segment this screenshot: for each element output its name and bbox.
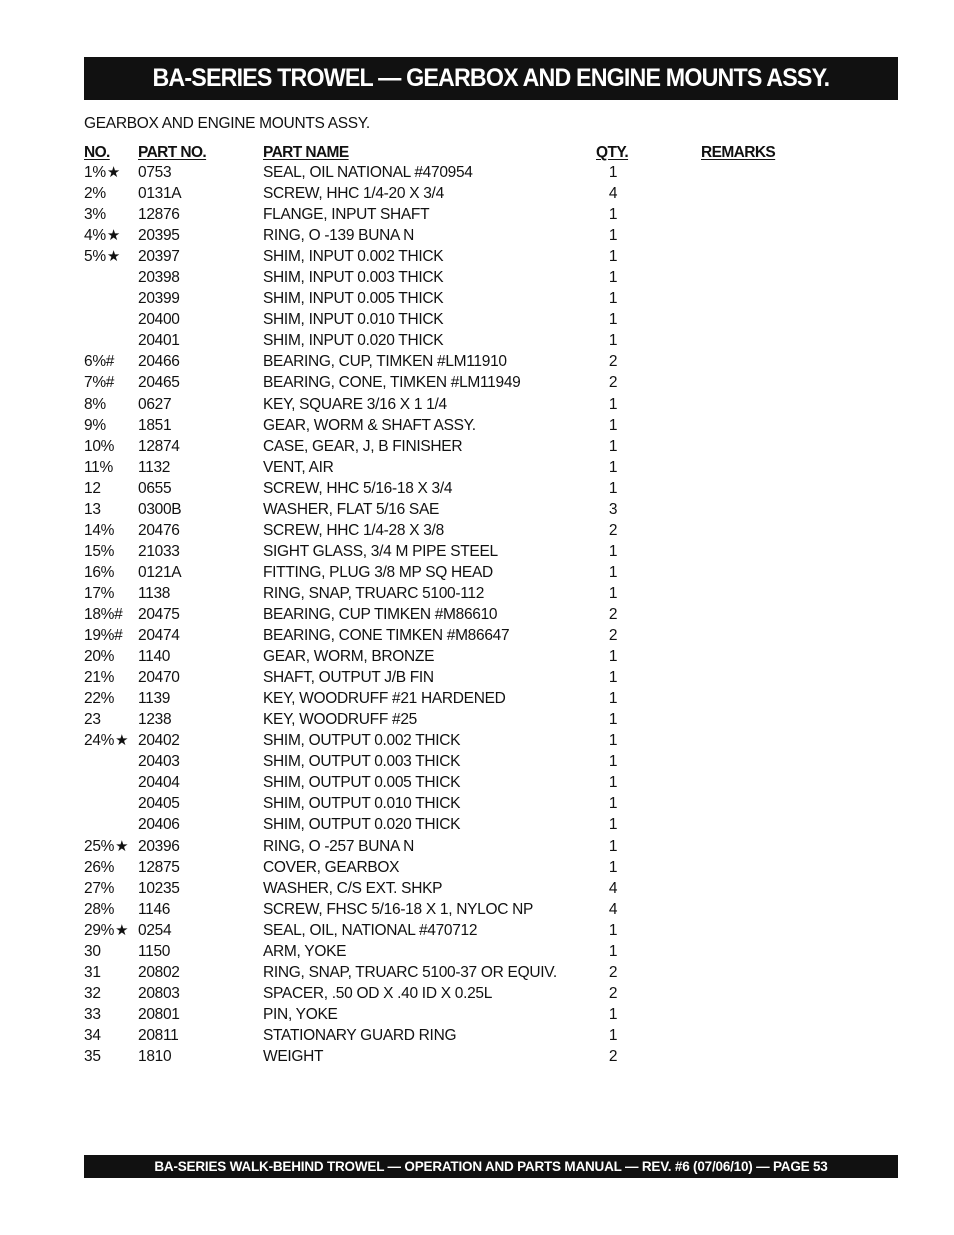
table-row [84, 247, 898, 268]
page-title: BA-SERIES TROWEL — GEARBOX AND ENGINE MOUNTS ASSY. [152, 64, 830, 92]
item-number-text: 8% [84, 395, 106, 413]
item-number [84, 984, 102, 1004]
quantity: 1 [608, 458, 618, 476]
item-number [84, 268, 85, 288]
quantity: 1 [608, 248, 618, 266]
item-number-text: 33 [84, 1005, 101, 1023]
part-number: 12876 [138, 206, 180, 224]
table-row [84, 794, 898, 815]
part-name: BEARING, CUP, TIMKEN #LM11910 [263, 353, 507, 371]
quantity: 1 [608, 921, 618, 939]
part-number: 20466 [138, 353, 180, 371]
item-number [84, 458, 114, 478]
table-row [84, 331, 898, 352]
part-number: 1238 [138, 711, 172, 729]
part-name: SHIM, INPUT 0.010 THICK [263, 311, 444, 329]
table-row [84, 815, 898, 836]
item-number-text: 16% [84, 563, 115, 581]
table-row [84, 563, 898, 584]
item-number-text: 23 [84, 711, 101, 729]
quantity: 1 [608, 416, 618, 434]
part-number: 0753 [138, 164, 172, 181]
item-number [84, 1026, 102, 1046]
item-number-text: 22% [84, 690, 115, 708]
part-name: FITTING, PLUG 3/8 MP SQ HEAD [263, 563, 493, 581]
part-name: SHIM, OUTPUT 0.002 THICK [263, 732, 461, 750]
quantity: 1 [608, 227, 618, 245]
part-number: 1140 [138, 648, 171, 666]
quantity: 1 [608, 437, 618, 455]
part-name: BEARING, CUP TIMKEN #M86610 [263, 605, 498, 623]
part-name: SHAFT, OUTPUT J/B FIN [263, 669, 434, 687]
quantity: 2 [608, 353, 618, 371]
table-row [84, 837, 898, 858]
table-row [84, 500, 898, 521]
part-name: WEIGHT [263, 1047, 324, 1065]
item-number [84, 352, 115, 372]
quantity: 2 [608, 627, 618, 645]
table-row [84, 310, 898, 331]
part-name: WASHER, FLAT 5/16 SAE [263, 500, 440, 518]
page-footer: BA-SERIES WALK-BEHIND TROWEL — OPERATION AND PARTS MANUAL — REV. #6 (07/06/10) — PAGE 53 [154, 1159, 828, 1174]
item-number [84, 373, 115, 393]
star-icon: ★ [115, 837, 129, 855]
part-number: 1138 [138, 584, 171, 602]
item-number-text: 25% [84, 837, 115, 855]
item-number-text: 18%# [84, 605, 123, 623]
part-number: 20405 [138, 795, 180, 813]
quantity: 1 [608, 858, 618, 876]
part-number: 0655 [138, 479, 172, 497]
item-number [84, 837, 128, 857]
page-footer-bar [84, 1155, 898, 1178]
quantity: 2 [608, 984, 618, 1002]
part-name: BEARING, CONE, TIMKEN #LM11949 [263, 374, 521, 392]
column-header-part-no: PART NO. [138, 144, 207, 161]
quantity: 1 [608, 1026, 618, 1044]
table-row [84, 858, 898, 879]
quantity: 1 [608, 837, 618, 855]
table-row [84, 289, 898, 310]
item-number [84, 1005, 102, 1025]
item-number-text: 13 [84, 500, 101, 518]
item-number [84, 752, 85, 772]
item-number [84, 1047, 102, 1067]
table-header-row [84, 143, 898, 163]
item-number-text: 30 [84, 942, 101, 960]
item-number-text: 24% [84, 732, 115, 750]
item-number [84, 815, 85, 835]
table-row [84, 395, 898, 416]
part-number: 20465 [138, 374, 180, 392]
quantity: 2 [608, 963, 618, 981]
part-name: SEAL, OIL NATIONAL #470954 [263, 164, 473, 181]
item-number-text: 10% [84, 437, 115, 455]
page-title-bar [84, 57, 898, 100]
part-number: 1146 [138, 900, 171, 918]
part-name: KEY, SQUARE 3/16 X 1 1/4 [263, 395, 447, 413]
item-number-text: 7%# [84, 374, 115, 392]
part-number: 1810 [138, 1047, 172, 1065]
quantity: 1 [608, 164, 618, 181]
item-number-text: 27% [84, 879, 115, 897]
table-row [84, 942, 898, 963]
table-row [84, 479, 898, 500]
table-row [84, 268, 898, 289]
item-number [84, 647, 115, 667]
quantity: 1 [608, 711, 618, 729]
quantity: 1 [608, 395, 618, 413]
item-number-text: 32 [84, 984, 101, 1002]
quantity: 4 [608, 879, 618, 897]
item-number [84, 163, 120, 183]
quantity: 1 [608, 563, 618, 581]
item-number [84, 942, 102, 962]
table-row [84, 731, 898, 752]
item-number [84, 205, 107, 225]
table-row [84, 521, 898, 542]
part-number: 20811 [138, 1026, 179, 1044]
quantity: 1 [608, 690, 618, 708]
item-number-text: 17% [84, 584, 115, 602]
quantity: 1 [608, 669, 618, 687]
table-row [84, 647, 898, 668]
part-number: 1851 [138, 416, 172, 434]
item-number [84, 921, 128, 941]
part-name: SPACER, .50 OD X .40 ID X 0.25L [263, 984, 493, 1002]
table-row [84, 626, 898, 647]
part-name: SHIM, OUTPUT 0.003 THICK [263, 753, 461, 771]
part-name: SCREW, FHSC 5/16-18 X 1, NYLOC NP [263, 900, 534, 918]
item-number [84, 247, 120, 267]
part-number: 20475 [138, 605, 180, 623]
part-number: 20399 [138, 290, 180, 308]
table-row [84, 184, 898, 205]
table-row [84, 542, 898, 563]
table-row [84, 921, 898, 942]
part-number: 0254 [138, 921, 172, 939]
quantity: 1 [608, 942, 618, 960]
quantity: 1 [608, 479, 618, 497]
part-number: 0121A [138, 563, 182, 581]
part-number: 20803 [138, 984, 180, 1002]
table-row [84, 984, 898, 1005]
item-number [84, 900, 115, 920]
table-row [84, 458, 898, 479]
quantity: 1 [608, 732, 618, 750]
table-row [84, 205, 898, 226]
item-number-text: 15% [84, 542, 115, 560]
table-row [84, 668, 898, 689]
part-number: 20406 [138, 816, 180, 834]
table-row [84, 416, 898, 437]
item-number [84, 605, 123, 625]
column-header-no: NO. [84, 144, 110, 161]
quantity: 1 [608, 753, 618, 771]
part-name: SHIM, OUTPUT 0.020 THICK [263, 816, 461, 834]
part-name: STATIONARY GUARD RING [263, 1026, 457, 1044]
item-number [84, 731, 128, 751]
part-name: KEY, WOODRUFF #25 [263, 711, 417, 729]
quantity: 1 [608, 816, 618, 834]
item-number [84, 563, 115, 583]
item-number-text: 9% [84, 416, 106, 434]
item-number-text: 29% [84, 921, 115, 939]
part-number: 1150 [138, 942, 171, 960]
table-row [84, 963, 898, 984]
item-number [84, 794, 85, 814]
quantity: 4 [608, 185, 618, 203]
item-number [84, 479, 102, 499]
table-row [84, 710, 898, 731]
quantity: 1 [608, 542, 618, 560]
part-name: SHIM, INPUT 0.020 THICK [263, 332, 444, 350]
part-name: SCREW, HHC 5/16-18 X 3/4 [263, 479, 453, 497]
item-number [84, 289, 85, 309]
part-name: ARM, YOKE [263, 942, 347, 960]
column-header-qty: QTY. [596, 144, 629, 161]
item-number [84, 879, 115, 899]
table-row [84, 1005, 898, 1026]
part-number: 20401 [138, 332, 180, 350]
quantity: 1 [608, 332, 618, 350]
item-number [84, 689, 115, 709]
part-name: GEAR, WORM & SHAFT ASSY. [263, 416, 476, 434]
item-number [84, 773, 85, 793]
quantity: 1 [608, 206, 618, 224]
item-number-text: 31 [84, 963, 101, 981]
part-number: 20474 [138, 627, 180, 645]
star-icon: ★ [115, 732, 129, 750]
item-number-text: 19%# [84, 627, 123, 645]
part-number: 20802 [138, 963, 180, 981]
part-number: 12874 [138, 437, 180, 455]
item-number [84, 416, 107, 436]
quantity: 1 [608, 1005, 618, 1023]
quantity: 2 [608, 521, 618, 539]
table-row [84, 163, 898, 184]
table-row [84, 352, 898, 373]
part-name: COVER, GEARBOX [263, 858, 400, 876]
part-number: 0300B [138, 500, 182, 518]
part-name: VENT, AIR [263, 458, 334, 476]
part-number: 20476 [138, 521, 180, 539]
quantity: 1 [608, 584, 618, 602]
item-number-text: 34 [84, 1026, 101, 1044]
column-header-part-name: PART NAME [263, 144, 349, 161]
part-name: SHIM, INPUT 0.003 THICK [263, 269, 444, 287]
item-number-text: 26% [84, 858, 115, 876]
item-number [84, 521, 115, 541]
table-row [84, 1047, 898, 1068]
part-number: 0131A [138, 185, 182, 203]
part-name: PIN, YOKE [263, 1005, 338, 1023]
item-number-text: 11% [84, 458, 113, 476]
item-number-text: 28% [84, 900, 115, 918]
item-number-text: 35 [84, 1047, 101, 1065]
quantity: 2 [608, 374, 618, 392]
table-row [84, 689, 898, 710]
part-number: 1132 [138, 458, 171, 476]
item-number [84, 226, 120, 246]
item-number [84, 584, 115, 604]
table-row [84, 584, 898, 605]
part-number: 20470 [138, 669, 180, 687]
item-number-text: 4% [84, 227, 106, 245]
item-number-text: 3% [84, 206, 106, 224]
part-name: SCREW, HHC 1/4-28 X 3/8 [263, 521, 444, 539]
table-row [84, 752, 898, 773]
part-name: SHIM, OUTPUT 0.005 THICK [263, 774, 461, 792]
part-number: 20397 [138, 248, 180, 266]
quantity: 1 [608, 774, 618, 792]
part-number: 0627 [138, 395, 172, 413]
item-number-text: 21% [84, 669, 115, 687]
quantity: 1 [608, 311, 618, 329]
star-icon: ★ [106, 248, 120, 266]
item-number [84, 963, 102, 983]
item-number-text: 6%# [84, 353, 115, 371]
item-number-text: 14% [84, 521, 115, 539]
part-name: SHIM, OUTPUT 0.010 THICK [263, 795, 461, 813]
column-header-remarks: REMARKS [701, 144, 776, 161]
part-name: SCREW, HHC 1/4-20 X 3/4 [263, 185, 444, 203]
part-number: 20404 [138, 774, 180, 792]
part-number: 21033 [138, 542, 180, 560]
part-name: RING, SNAP, TRUARC 5100-37 OR EQUIV. [263, 963, 557, 981]
item-number [84, 331, 85, 351]
part-number: 20400 [138, 311, 180, 329]
table-row [84, 773, 898, 794]
quantity: 1 [608, 269, 618, 287]
part-name: RING, O -139 BUNA N [263, 227, 415, 245]
quantity: 1 [608, 290, 618, 308]
part-name: GEAR, WORM, BRONZE [263, 648, 435, 666]
part-name: CASE, GEAR, J, B FINISHER [263, 437, 463, 455]
part-name: SHIM, INPUT 0.002 THICK [263, 248, 444, 266]
part-number: 20396 [138, 837, 180, 855]
table-row [84, 879, 898, 900]
quantity: 2 [608, 605, 618, 623]
part-number: 12875 [138, 858, 180, 876]
table-body [84, 163, 898, 1068]
part-name: BEARING, CONE TIMKEN #M86647 [263, 627, 510, 645]
table-row [84, 226, 898, 247]
table-row [84, 605, 898, 626]
part-name: RING, O -257 BUNA N [263, 837, 415, 855]
part-number: 10235 [138, 879, 180, 897]
part-name: RING, SNAP, TRUARC 5100-112 [263, 584, 485, 602]
table-row [84, 900, 898, 921]
item-number [84, 310, 85, 330]
part-number: 20801 [138, 1005, 180, 1023]
table-row [84, 437, 898, 458]
item-number [84, 437, 115, 457]
item-number [84, 184, 107, 204]
item-number [84, 395, 107, 415]
part-number: 20403 [138, 753, 180, 771]
item-number [84, 626, 123, 646]
part-name: KEY, WOODRUFF #21 HARDENED [263, 690, 506, 708]
item-number-text: 12 [84, 479, 101, 497]
item-number [84, 710, 102, 730]
part-number: 20398 [138, 269, 180, 287]
star-icon: ★ [106, 227, 120, 245]
table-row [84, 1026, 898, 1047]
quantity: 2 [608, 1047, 618, 1065]
item-number [84, 858, 115, 878]
star-icon: ★ [115, 921, 129, 939]
item-number-text: 20% [84, 648, 115, 666]
item-number-text: 5% [84, 248, 106, 266]
section-subtitle: GEARBOX AND ENGINE MOUNTS ASSY. [84, 115, 370, 132]
part-name: WASHER, C/S EXT. SHKP [263, 879, 443, 897]
quantity: 4 [608, 900, 618, 918]
table-row [84, 373, 898, 394]
part-name: SEAL, OIL, NATIONAL #470712 [263, 921, 478, 939]
part-number: 20395 [138, 227, 180, 245]
quantity: 3 [608, 500, 618, 518]
item-number [84, 668, 115, 688]
item-number-text: 1% [84, 164, 106, 181]
item-number [84, 500, 102, 520]
quantity: 1 [608, 795, 618, 813]
parts-table [84, 143, 898, 1068]
part-name: SHIM, INPUT 0.005 THICK [263, 290, 444, 308]
star-icon: ★ [106, 164, 120, 181]
part-number: 1139 [138, 690, 171, 708]
item-number-text: 2% [84, 185, 106, 203]
part-name: SIGHT GLASS, 3/4 M PIPE STEEL [263, 542, 498, 560]
part-number: 20402 [138, 732, 180, 750]
part-name: FLANGE, INPUT SHAFT [263, 206, 430, 224]
quantity: 1 [608, 648, 618, 666]
item-number [84, 542, 115, 562]
